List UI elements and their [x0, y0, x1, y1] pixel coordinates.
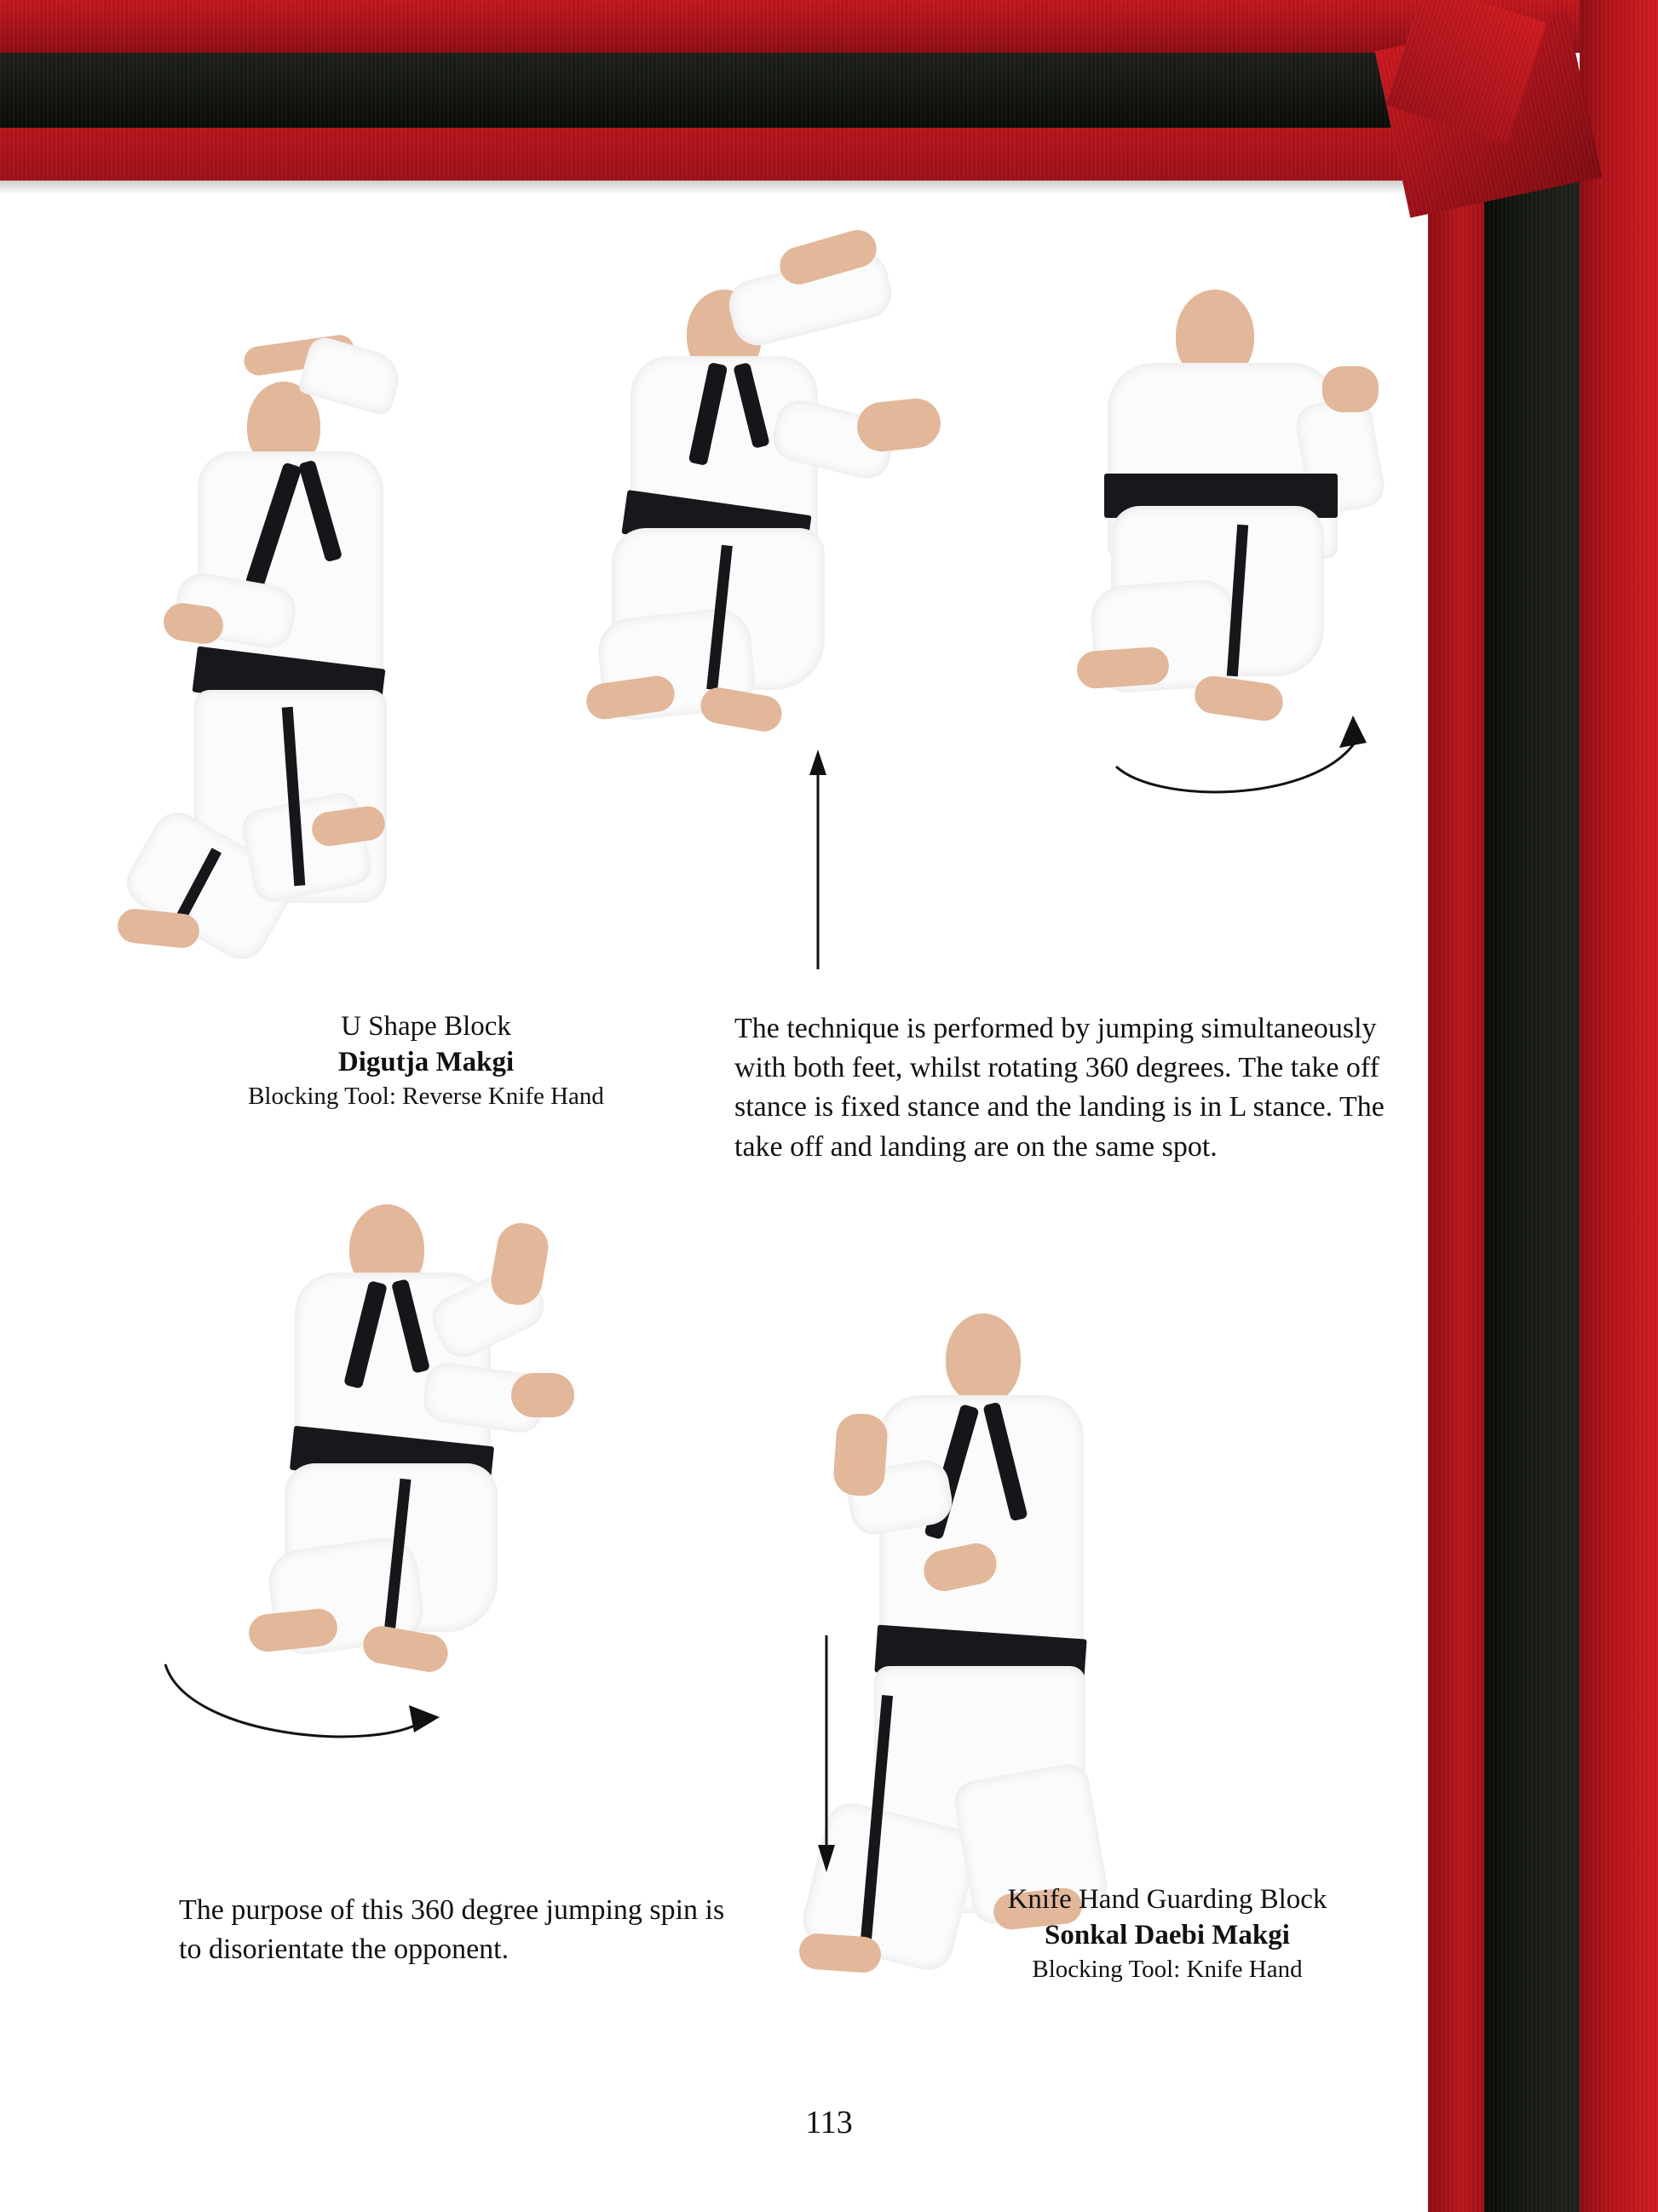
belt-knot: [1375, 10, 1603, 217]
figure-u-shape-block-stance: [145, 324, 435, 1005]
caption-u-shape-block: [153, 1009, 699, 1113]
belt-red-top-band: [0, 0, 1658, 53]
arrow-up-middle: [792, 750, 843, 971]
figure-jump-spin-midair-front: [571, 247, 929, 775]
caption-korean-name: Sonkal Daebi Makgi: [1045, 1920, 1290, 1951]
caption-english-name: U Shape Block: [341, 1011, 511, 1042]
arrow-down-middle: [801, 1635, 852, 1874]
arrow-curved-bottom-left: [153, 1627, 443, 1746]
caption-english-name: Knife Hand Guarding Block: [1007, 1884, 1327, 1915]
arrow-curved-top-right: [1099, 690, 1372, 801]
caption-blocking-tool: Blocking Tool: Reverse Knife Hand: [248, 1083, 604, 1111]
page-number: 113: [805, 2105, 853, 2140]
belt-red-second-band: [0, 128, 1431, 181]
figure-knife-hand-guarding-block: [818, 1295, 1176, 1985]
belt-knot-overlap: [1385, 0, 1546, 145]
caption-knife-hand-guarding-block: [903, 1882, 1431, 1986]
caption-korean-name: Digutja Makgi: [337, 1047, 515, 1078]
paragraph-technique-description: The technique is performed by jumping simultaneously with both feet, whilst rotating 360 degrees. The take off stance is fixed stance and the landing is in L stance. The take off and landing are on the same spot.: [734, 1013, 1385, 1163]
caption-blocking-tool: Blocking Tool: Knife Hand: [1032, 1956, 1303, 1984]
belt-black-right-band: [1484, 101, 1580, 2212]
paragraph-purpose-description: The purpose of this 360 degree jumping spin is to disorientate the opponent.: [179, 1894, 725, 1966]
belt-red-right-inner-band: [1428, 167, 1484, 2212]
belt-inner-shadow: [0, 181, 1431, 194]
belt-black-top-band: [0, 53, 1459, 128]
belt-red-right-band: [1580, 0, 1658, 2212]
